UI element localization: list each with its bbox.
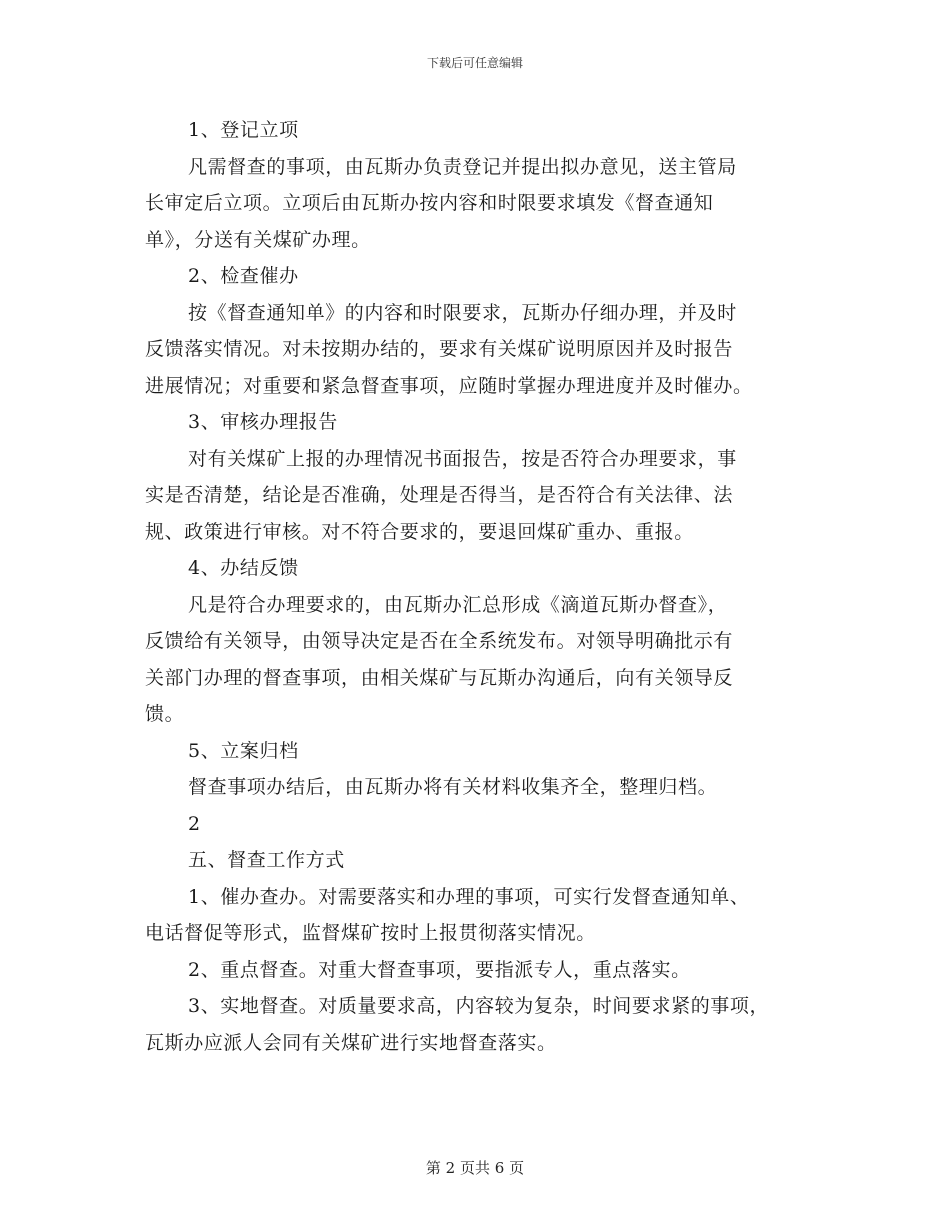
paragraph-line: 凡需督查的事项，由瓦斯办负责登记并提出拟办意见，送主管局 bbox=[188, 155, 737, 178]
page-header: 下载后可任意编辑 bbox=[426, 56, 523, 70]
paragraph-line: 长审定后立项。立项后由瓦斯办按内容和时限要求填发《督查通知 bbox=[145, 192, 714, 214]
document-body bbox=[145, 112, 810, 1061]
paragraph-line: 2、重点督查。对重大督查事项，要指派专人，重点落实。 bbox=[188, 958, 691, 981]
paragraph-line: 3、实地督查。对质量要求高，内容较为复杂，时间要求紧的事项， bbox=[188, 995, 770, 1017]
paragraph-line: 对有关煤矿上报的办理情况书面报告，按是否符合办理要求，事 bbox=[188, 447, 737, 470]
paragraph-line: 规、政策进行审核。对不符合要求的，要退回煤矿重办、重报。 bbox=[145, 520, 694, 543]
stray-number: 2 bbox=[188, 812, 201, 835]
paragraph-line: 1、催办查办。对需要落实和办理的事项，可实行发督查通知单、 bbox=[188, 885, 750, 908]
section-heading-methods: 五、督查工作方式 bbox=[188, 849, 345, 871]
paragraph-line: 关部门办理的督查事项，由相关煤矿与瓦斯办沟通后，向有关领导反 bbox=[145, 666, 734, 689]
paragraph-line: 进展情况；对重要和紧急督查事项，应随时掌握办理进度并及时催办。 bbox=[145, 374, 753, 397]
heading-conclude-feedback: 4、办结反馈 bbox=[188, 557, 299, 579]
page-number-footer: 第 2 页共 6 页 bbox=[425, 1159, 525, 1177]
heading-register-item: 1、登记立项 bbox=[188, 119, 299, 141]
paragraph-line: 馈。 bbox=[145, 703, 185, 725]
paragraph-line: 凡是符合办理要求的，由瓦斯办汇总形成《滴道瓦斯办督查》， bbox=[188, 593, 728, 616]
paragraph-line: 电话督促等形式，监督煤矿按时上报贯彻落实情况。 bbox=[145, 922, 596, 944]
paragraph-line: 反馈给有关领导，由领导决定是否在全系统发布。对领导明确批示有 bbox=[145, 630, 734, 652]
paragraph-line: 督查事项办结后，由瓦斯办将有关材料收集齐全，整理归档。 bbox=[188, 776, 718, 798]
paragraph-line: 瓦斯办应派人会同有关煤矿进行实地督查落实。 bbox=[145, 1031, 557, 1054]
heading-file-archive: 5、立案归档 bbox=[188, 739, 299, 762]
heading-check-urge: 2、检查催办 bbox=[188, 265, 299, 287]
paragraph-line: 单》，分送有关煤矿办理。 bbox=[145, 228, 371, 251]
paragraph-line: 按《督查通知单》的内容和时限要求，瓦斯办仔细办理，并及时 bbox=[188, 301, 737, 324]
paragraph-line: 反馈落实情况。对未按期办结的，要求有关煤矿说明原因并及时报告 bbox=[145, 338, 734, 360]
heading-review-report: 3、审核办理报告 bbox=[188, 411, 338, 433]
paragraph-line: 实是否清楚，结论是否准确，处理是否得当，是否符合有关法律、法 bbox=[145, 484, 734, 506]
